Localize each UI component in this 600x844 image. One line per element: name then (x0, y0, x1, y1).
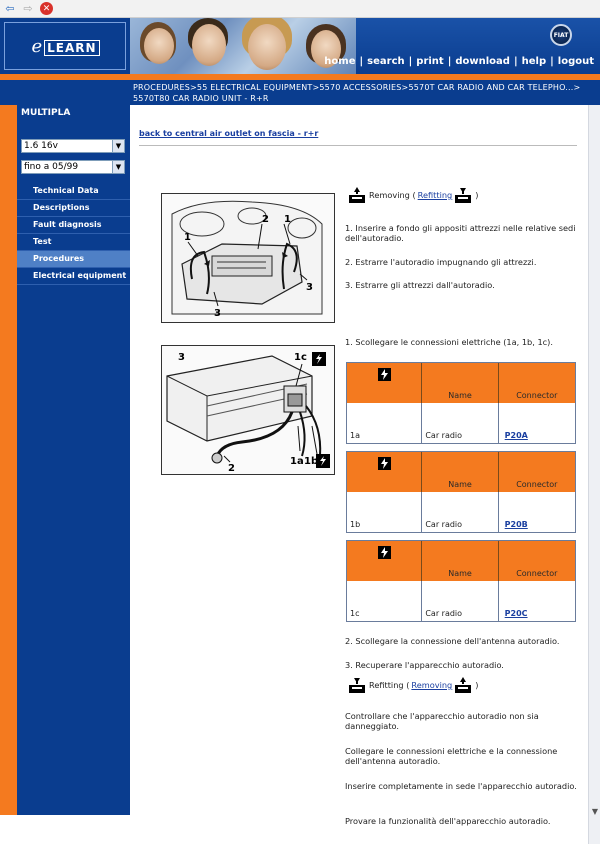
refitting-icon (348, 677, 366, 693)
breadcrumb[interactable]: PROCEDURES>55 ELECTRICAL EQUIPMENT>5570 ACCESSORIES>5570T CAR RADIO AND CAR TELEPHO...> 5570T80 CAR RADIO UNIT - R+R (133, 83, 581, 103)
browser-toolbar (0, 0, 600, 18)
stop-icon[interactable]: ✕ (40, 2, 53, 15)
lightning-icon (378, 457, 391, 470)
refit-paragraph-2: Collegare le connessioni elettriche e la connessione dell'antenna autoradio. (345, 746, 558, 766)
sidebar-item-fault-diagnosis[interactable]: Fault diagnosis (17, 217, 130, 234)
sidebar (17, 105, 130, 815)
step-1: 1. Inserire a fondo gli appositi attrezzi nelle relative sedi dell'autoradio. (345, 223, 576, 243)
header-photo (130, 18, 356, 74)
fig2-label-1b: 1b (304, 456, 319, 467)
fig2-label-2: 2 (228, 463, 235, 474)
sidebar-accent (0, 105, 17, 815)
back-link[interactable]: back to central air outlet on fascia - r+r (139, 129, 319, 138)
lightning-icon (378, 546, 391, 559)
fig1-label-3: 3 (306, 282, 313, 293)
fig1-label-1: 1 (184, 232, 191, 243)
header-nav-area (324, 18, 600, 74)
radio-connectors-illustration (161, 345, 335, 475)
step-3: 3. Estrarre gli attrezzi dall'autoradio. (345, 280, 495, 290)
forward-arrow-icon[interactable]: ⇨ (23, 2, 33, 15)
nav-logout[interactable]: logout (557, 56, 594, 67)
refit-paragraph-1: Controllare che l'apparecchio autoradio non sia danneggiato. (345, 711, 539, 731)
refit-paragraph-3: Inserire completamente in sede l'apparecchio autoradio. (345, 781, 577, 791)
fig2-label-1a: 1a (290, 456, 304, 467)
sidebar-footer (0, 815, 130, 844)
model-title: MULTIPLA (21, 108, 71, 118)
main-content (130, 105, 588, 844)
header (0, 18, 600, 74)
connector-link-p20b[interactable]: P20B (504, 520, 528, 529)
connector-link-p20c[interactable]: P20C (504, 609, 528, 618)
removing-link[interactable]: Removing (411, 680, 453, 690)
nav-print[interactable]: print (416, 56, 444, 67)
sidebar-menu (17, 183, 130, 285)
connector-table-1b: Name Connector 1b Car radio P20B (346, 451, 576, 533)
breadcrumb-row (0, 80, 600, 105)
lightning-icon (378, 368, 391, 381)
date-select[interactable]: fino a 05/99 ▼ (21, 160, 125, 174)
logo-letters: LEARN (44, 40, 99, 56)
scroll-down-icon[interactable]: ▼ (591, 807, 599, 816)
back-arrow-icon[interactable]: ⇦ (5, 2, 15, 15)
refit-paragraph-4: Provare la funzionalità dell'apparecchio autoradio. (345, 816, 551, 826)
sidebar-item-descriptions[interactable]: Descriptions (17, 200, 130, 217)
sidebar-item-electrical-equipment[interactable]: Electrical equipment (17, 268, 130, 285)
step-recover: 3. Recuperare l'apparecchio autoradio. (345, 660, 504, 670)
step-antenna: 2. Scollegare la connessione dell'antenna autoradio. (345, 636, 560, 646)
chevron-down-icon[interactable]: ▼ (112, 161, 124, 173)
removing-icon (348, 187, 366, 203)
fig1-label-1b: 1 (284, 214, 291, 225)
chevron-down-icon[interactable]: ▼ (112, 140, 124, 152)
engine-select[interactable]: 1.6 16v ▼ (21, 139, 125, 153)
connector-link-p20a[interactable]: P20A (504, 431, 528, 440)
fig2-label-3: 3 (178, 352, 185, 363)
nav-download[interactable]: download (455, 56, 510, 67)
top-nav: home | search | print | download | help | logout (324, 56, 594, 67)
elearn-logo: e LEARN (4, 22, 126, 70)
fig1-label-2: 2 (262, 214, 269, 225)
divider (139, 145, 577, 146)
sidebar-item-technical-data[interactable]: Technical Data (17, 183, 130, 200)
refitting-heading: Refitting ( Removing ) (348, 677, 478, 693)
nav-home[interactable]: home (324, 56, 356, 67)
connector-table-1a: Name Connector 1a Car radio P20A (346, 362, 576, 444)
fig2-label-1c: 1c (294, 352, 307, 363)
removing-icon (454, 677, 472, 693)
step-2: 2. Estrarre l'autoradio impugnando gli attrezzi. (345, 257, 537, 267)
sidebar-item-test[interactable]: Test (17, 234, 130, 251)
sidebar-item-procedures[interactable]: Procedures (17, 251, 130, 268)
fiat-logo-icon: FIAT (550, 24, 572, 46)
connector-table-1c: Name Connector 1c Car radio P20C (346, 540, 576, 622)
step-disconnect: 1. Scollegare le connessioni elettriche (1a, 1b, 1c). (345, 337, 553, 347)
nav-search[interactable]: search (367, 56, 405, 67)
refitting-icon (454, 187, 472, 203)
vertical-scrollbar[interactable] (588, 105, 600, 844)
removing-heading: Removing ( Refitting ) (348, 187, 478, 203)
refitting-link[interactable]: Refitting (417, 190, 453, 200)
fig1-label-3b: 3 (214, 308, 221, 319)
nav-help[interactable]: help (521, 56, 547, 67)
radio-removal-illustration (161, 193, 335, 323)
